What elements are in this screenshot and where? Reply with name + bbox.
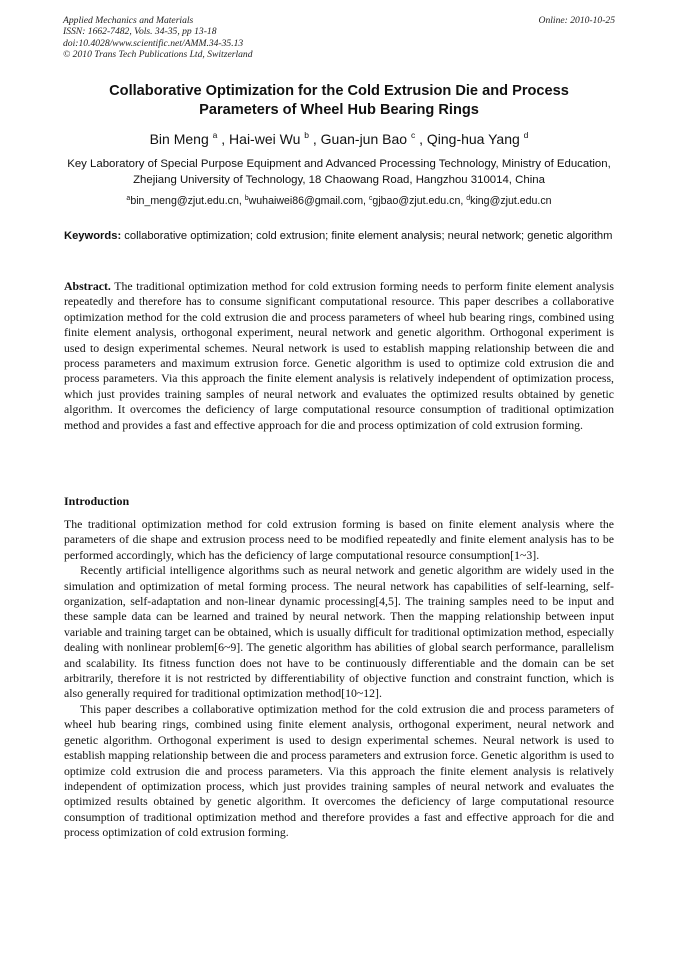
abstract	[64, 279, 614, 433]
journal-line: doi:10.4028/www.scientific.net/AMM.34-35.13	[63, 37, 244, 49]
keywords-label: Keywords:	[64, 230, 122, 242]
author-name: Guan-jun Bao	[320, 131, 408, 147]
author-name: Qing-hua Yang	[426, 131, 520, 147]
abstract-text: The traditional optimization method for cold extrusion forming needs to perform finite element analysis repeatedly and therefore has to consume significant computational resource. This paper describes a collaborative optimization method for the cold extrusion die and process parameters of wheel hub bearing rings, combined using finite element analysis, orthogonal experiment, neural network and genetic algorithm. Orthogonal experiment is used to design experimental schemes. Neural network is used to establish mapping relationship between die and process parameters and maximum extrusion force. Genetic algorithm is used to optimize cold extrusion die and process parameters. Via this approach the finite element analysis is relatively independent of optimization process, which just provides training samples of neural network and evaluates the optimized results obtained by genetic algorithm. It overcomes the deficiency of large computational resource consumption of traditional optimization method and provides a fast and effective approach for die and process optimization of cold extrusion forming.	[64, 279, 614, 432]
author-list	[60, 130, 618, 148]
paper-title: Collaborative Optimization for the Cold Extrusion Die and Process Parameters of Wheel Hub Bearing Rings	[109, 83, 569, 118]
email-address: bin_meng@zjut.edu.cn	[130, 195, 239, 207]
online-date: Online: 2010-10-25	[538, 15, 615, 26]
paragraph: This paper describes a collaborative optimization method for the cold extrusion die and process parameters of wheel hub bearing rings, combined using finite element analysis, orthogonal experiment, neural network and genetic algorithm. Orthogonal experiment is used to design experimental schemes. Neural network is used to establish mapping relationship between die and process parameters and extrusion force. Genetic algorithm is used to optimize cold extrusion die and process parameters. Via this approach the finite element analysis is relatively independent of optimization process, which just provides training samples of neural network and evaluates the optimized results obtained by genetic algorithm. It overcomes the deficiency of large computational resource consumption of traditional optimization method and therefore provides a fast and effective approach for die and process optimization of cold extrusion forming.	[64, 701, 614, 840]
keywords	[64, 229, 614, 244]
email-mark: b	[244, 195, 249, 202]
email-address: gjbao@zjut.edu.cn	[372, 195, 461, 207]
introduction-section	[64, 517, 614, 841]
email-list	[64, 194, 614, 208]
keywords-text: collaborative optimization; cold extrusion; finite element analysis; neural network; genetic algorithm	[121, 230, 613, 242]
affiliation: Key Laboratory of Special Purpose Equipment and Advanced Processing Technology, Ministry of Education, Zhejiang University of Technology, 18 Chaowang Road, Hangzhou 310014, China	[67, 158, 611, 186]
author-name: Hai-wei Wu	[229, 131, 301, 147]
email-separator: ,	[460, 195, 467, 207]
author-mark: b	[304, 130, 309, 140]
email-address: wuhaiwei86@gmail.com	[248, 195, 364, 207]
email-address: king@zjut.edu.cn	[470, 195, 552, 207]
email-separator: ,	[363, 195, 369, 207]
journal-line: ISSN: 1662-7482, Vols. 34-35, pp 13-18	[63, 26, 217, 38]
journal-line: © 2010 Trans Tech Publications Ltd, Switzerland	[63, 48, 253, 60]
email-separator: ,	[238, 195, 245, 207]
paragraph: The traditional optimization method for cold extrusion forming is based on finite element analysis where the parameters of die shape and extrusion process need to be modified repeatedly and finite element analysis has to be performed accordingly, which has the deficiency of large computational resource consumption[1~3].	[64, 517, 614, 562]
email-mark: d	[466, 195, 471, 202]
author-name: Bin Meng	[149, 131, 209, 147]
journal-line: Applied Mechanics and Materials	[63, 15, 194, 26]
author-separator: ,	[221, 131, 230, 147]
author-separator: ,	[419, 131, 427, 147]
email-mark: a	[126, 195, 131, 202]
abstract-label: Abstract.	[64, 279, 111, 293]
email-mark: c	[368, 195, 373, 202]
section-heading: Introduction	[64, 494, 130, 508]
author-mark: c	[410, 130, 416, 140]
author-mark: d	[523, 130, 529, 140]
author-separator: ,	[312, 131, 321, 147]
paragraph: Recently artificial intelligence algorithms such as neural network and genetic algorithm are widely used in the simulation and optimization of metal forming process. The neural network has capabilities of self-learning, self-organization, self-adaptation and non-linear dynamic processing[4,5]. The training samples need to be input and these sample data can be learned and trained by neural network. Then the mapping relationship between input variable and training target can be obtained, which is usually difficult for traditional optimization method, especially dealing with nonlinear problem[6~9]. The genetic algorithm has abilities of global search performance, parallelism and scalability. Its fitness function does not have to be continuously differentiable and the domain can be set arbitrarily, therefore it is not restricted by differentiability of objective function and constraint function, which is also generally required for traditional optimization method[10~12].	[64, 563, 614, 701]
author-mark: a	[212, 130, 218, 140]
